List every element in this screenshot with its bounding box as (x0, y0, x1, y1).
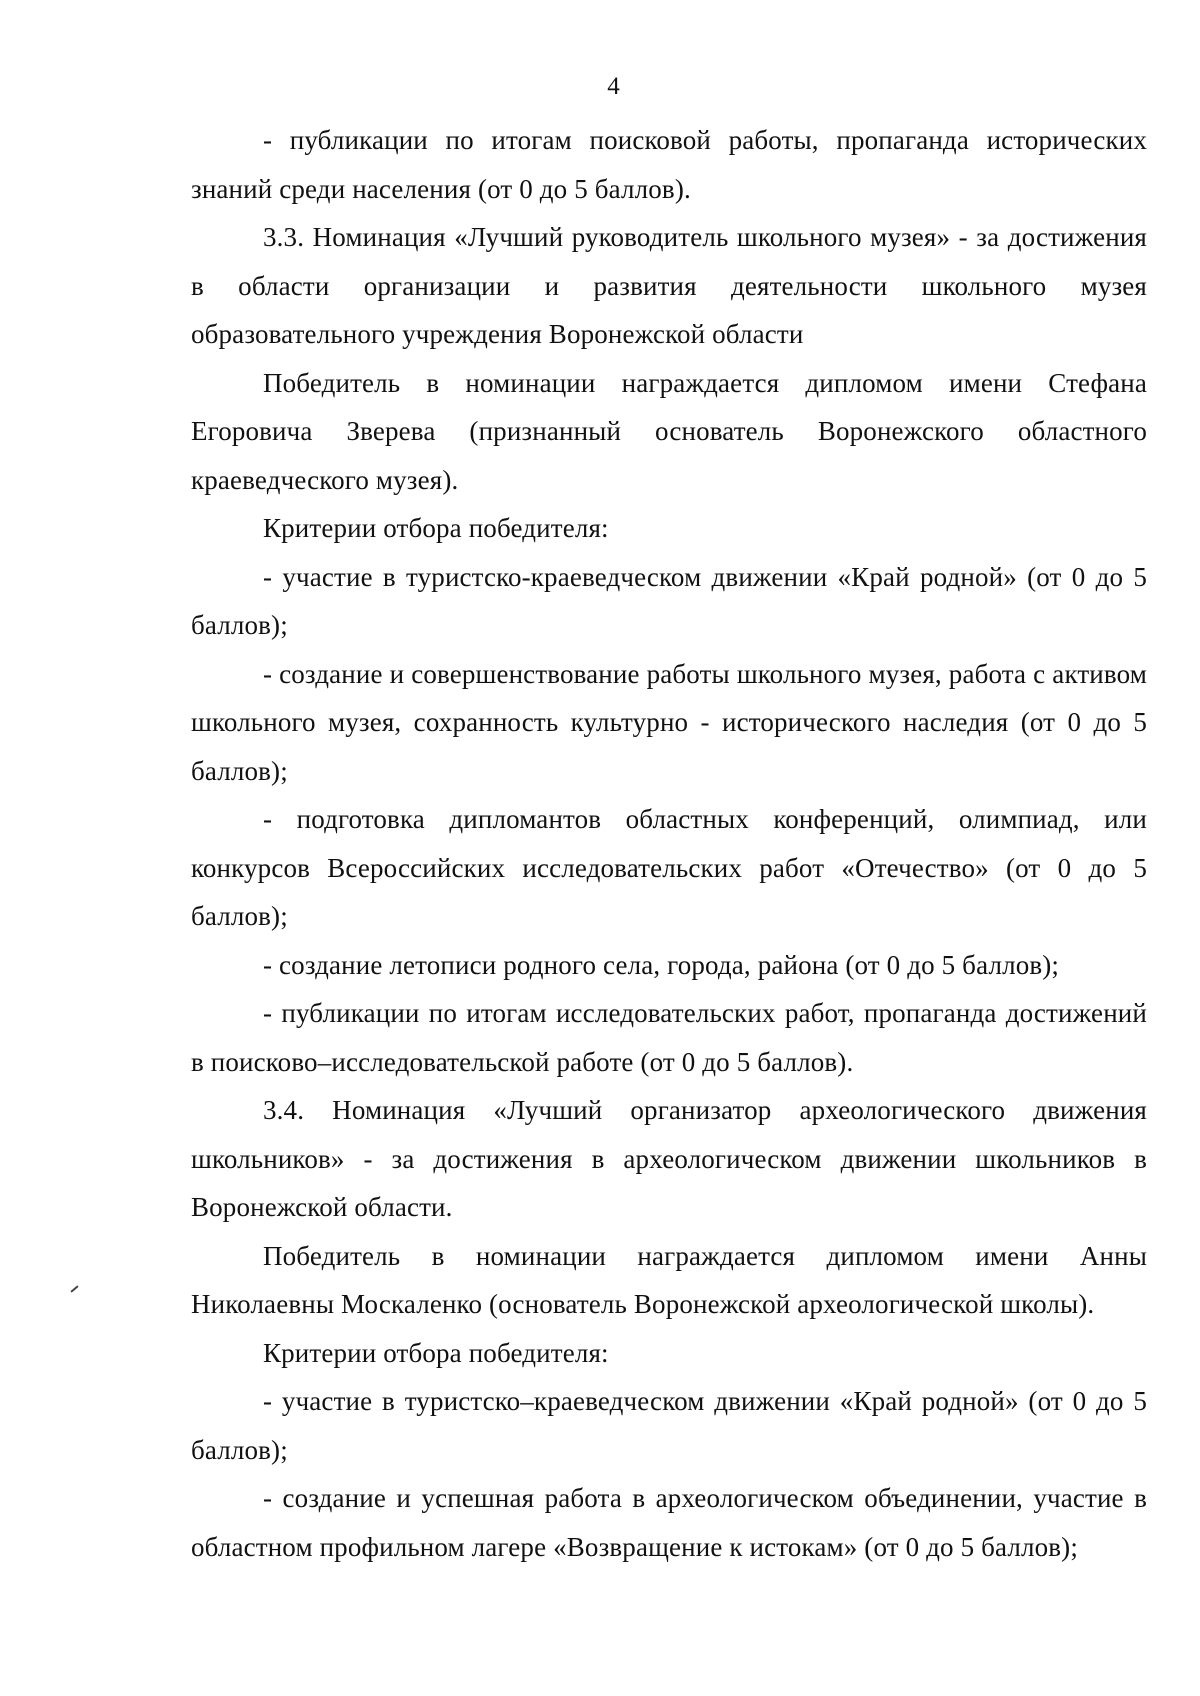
section-heading-3-3: 3.3. Номинация «Лучший руководитель школьного музея» - за достижения в области организации и развития деятельности школьного музея образовательного учреждения Воронежской области (191, 222, 1147, 349)
criteria-item: - создание и успешная работа в археологическом объединении, участие в областном профильном лагере «Возвращение к истокам» (от 0 до 5 баллов); (191, 1483, 1147, 1562)
criteria-item: - создание и совершенствование работы школьного музея, работа с активом школьного музея, сохранность культурно - исторического наследия (от 0 до 5 баллов); (191, 658, 1147, 786)
criteria-heading: Критерии отбора победителя: (263, 1337, 609, 1368)
criteria-item: - участие в туристско-краеведческом движении «Край родной» (от 0 до 5 баллов); (191, 561, 1147, 640)
criteria-heading: Критерии отбора победителя: (263, 513, 609, 543)
paragraph: Победитель в номинации награждается дипломом имени Стефана Егоровича Зверева (признанный основатель Воронежского областного краеведческого музея). (191, 367, 1147, 495)
criteria-item: - подготовка дипломантов областных конференций, олимпиад, или конкурсов Всероссийских исследовательских работ «Отечество» (от 0 до 5 баллов); (191, 804, 1147, 931)
document-body (191, 116, 1147, 1571)
paragraph: - публикации по итогам поисковой работы, пропаганда исторических знаний среди населения (от 0 до 5 баллов). (191, 125, 1147, 204)
scan-mark (70, 1285, 78, 1292)
paragraph: Победитель в номинации награждается дипломом имени Анны Николаевны Москаленко (основатель Воронежской археологической школы). (191, 1240, 1147, 1319)
section-heading-3-4: 3.4. Номинация «Лучший организатор археологического движения школьников» - за достижения в археологическом движении школьников в Воронежской области. (191, 1095, 1147, 1222)
criteria-item: - создание летописи родного села, города, района (от 0 до 5 баллов); (263, 949, 1060, 980)
criteria-item: - публикации по итогам исследовательских работ, пропаганда достижений в поисково–исследовательской работе (от 0 до 5 баллов). (191, 998, 1147, 1077)
page-number: 4 (607, 73, 620, 100)
criteria-item: - участие в туристско–краеведческом движении «Край родной» (от 0 до 5 баллов); (191, 1386, 1147, 1465)
